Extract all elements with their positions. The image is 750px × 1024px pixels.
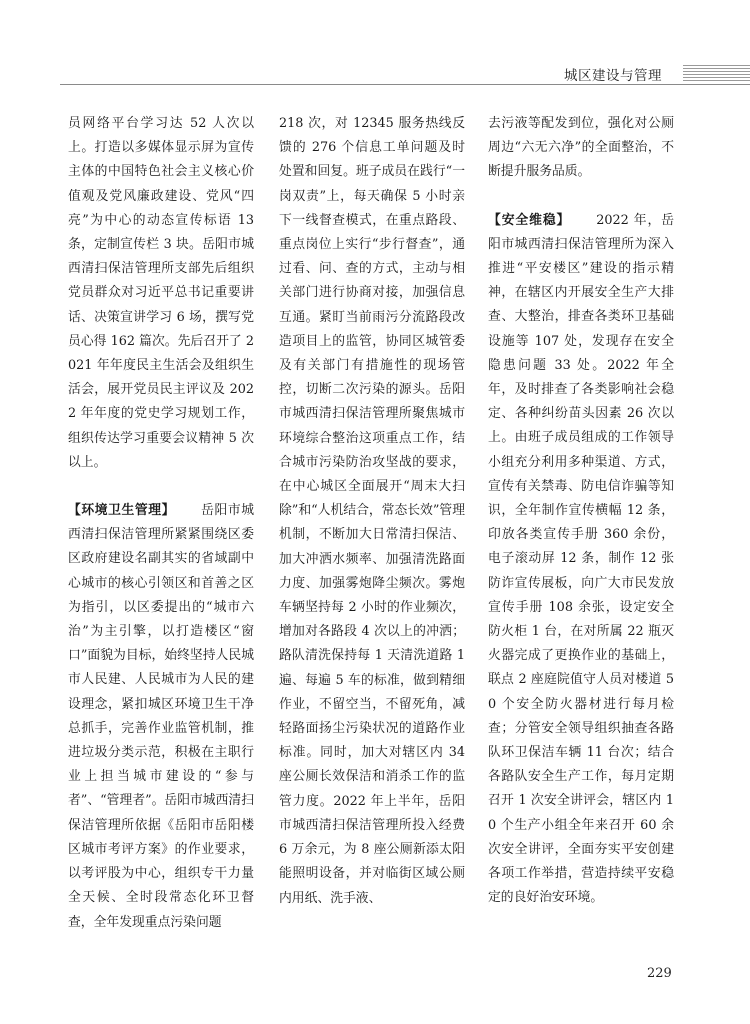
paragraph: 员网络平台学习达 52 人次以上。打造以多媒体显示屏为宣传主体的中国特色社会主义核心价值观及党风廉政建设、党风“四亮”为中心的动态宣传标语 13 条，定制宣传栏 3 块。岳阳市城西清扫保洁管理所支部先后组织党员群众对习近平总书记重要讲话、决策宣讲学习 6 场，撰写党员心得 162 篇次。先后召开了 2021 年年度民主生活会及组织生活会，展开党员民主评议及 2022 年年度的党史学习规划工作，组织传达学习重要会议精神 5 次以上。 — [68, 116, 254, 470]
paragraph-text: 2022 年，岳阳市城西清扫保洁管理所为深入推进“平安楼区”建设的指示精神，在辖区内开展安全生产大排查、大整治，排查各类环卫基础设施等 107 处，发现存在安全隐患问题 33 处。2022 年全年，及时排查了各类影响社会稳定、各种纠纷苗头因素 26 次以上。由班子成员组成的工作领导小组充分利用多种渠道、方式，宣传有关禁毒、防电信诈骗等知识，全年制作宣传横幅 12 条，印放各类宣传手册 360 余份，电子滚动屏 12 条，制作 12 张防诈宣传展板，向广大市民发放宣传手册 108 余张，设定安全防火柜 1 台，在对所属 22 瓶灭火器完成了更换作业的基础上，联点 2 座庭院值守人员对楼道 50 个安全防火器材进行每月检查；分管安全领导组织抽查各路队环卫保洁车辆 11 台次；结合各路队安全生产工作，每月定期召开 1 次安全讲评会，辖区内 10 个生产小组全年来召开 60 余次安全讲评，全面夯实平安创建各项工作举措，营造持续平安稳定的良好治安环境。 — [488, 212, 674, 906]
paragraph: 去污液等配发到位，强化对公厕周边“六无六净”的全面整治，不断提升服务品质。 — [488, 116, 674, 180]
header-rule — [60, 84, 750, 85]
paragraph: 218 次，对 12345 服务热线反馈的 276 个信息工单问题及时处置和回复。班子成员在践行“一岗双责”上，每天确保 5 小时亲下一线督查模式，在重点路段、重点岗位上实行“步行督查”，通过看、问、查的方式，主动与相关部门进行协商对接，加强信息互通。紧盯当前雨污分流路段改造项目上的监管，协同区城管委及有关部门有措施性的现场管控，切断二次污染的源头。岳阳市城西清扫保洁管理所聚焦城市环境综合整治这项重点工作，结合城市污染防治攻坚战的要求，在中心城区全面展开“周末大扫除”和“人机结合，常态长效”管理机制，不断加大日常清扫保洁、加大冲洒水频率、加强清洗路面力度、加强雾炮降尘频次。雾炮车辆坚持每 2 小时的作业频次，增加对各路段 4 次以上的冲洒；路队清洗保持每 1 天清洗道路 1 遍、每遍 5 车的标准，做到精细作业，不留空当，不留死角，减轻路面扬尘污染状况的道路作业标准。同时，加大对辖区内 34 座公厕长效保洁和消杀工作的监管力度。2022 年上半年，岳阳市城西清扫保洁管理所投入经费 6 万余元，为 8 座公厕新添太阳能照明设备，并对临街区域公厕内用纸、洗手液、 — [279, 116, 465, 906]
paragraph-text: 岳阳市城西清扫保洁管理所紧紧围绕区委区政府建设名副其实的省域副中心城市的核心引领区和首善之区为指引，以区委提出的“城市六治”为主引擎，以打造楼区“窗口”面貌为目标，始终坚持人民城市人民建、人民城市为人民的建设理念，紧扣城区环境卫生干净总抓手，完善作业监管机制，推进垃圾分类示范，积极在主职行业上担当城市建设的“参与者”、“管理者”。岳阳市城西清扫保洁管理所依据《岳阳市岳阳楼区城市考评方案》的作业要求，以考评股为中心，组织专干力量全天候、全时段常态化环卫督查，全年发现重点污染问题 — [68, 503, 254, 930]
paragraph-environment — [68, 499, 254, 935]
text-column-3 — [488, 112, 674, 942]
page-number: 229 — [647, 966, 672, 981]
header-decoration-lines — [683, 65, 750, 81]
running-header — [0, 60, 750, 88]
heading-environment: 【环境卫生管理】 — [68, 503, 176, 519]
heading-safety: 【安全维稳】 — [488, 212, 571, 228]
section-title: 城区建设与管理 — [564, 68, 662, 84]
paragraph-safety — [488, 209, 674, 911]
text-column-2 — [279, 112, 465, 942]
text-column-1 — [68, 112, 254, 942]
